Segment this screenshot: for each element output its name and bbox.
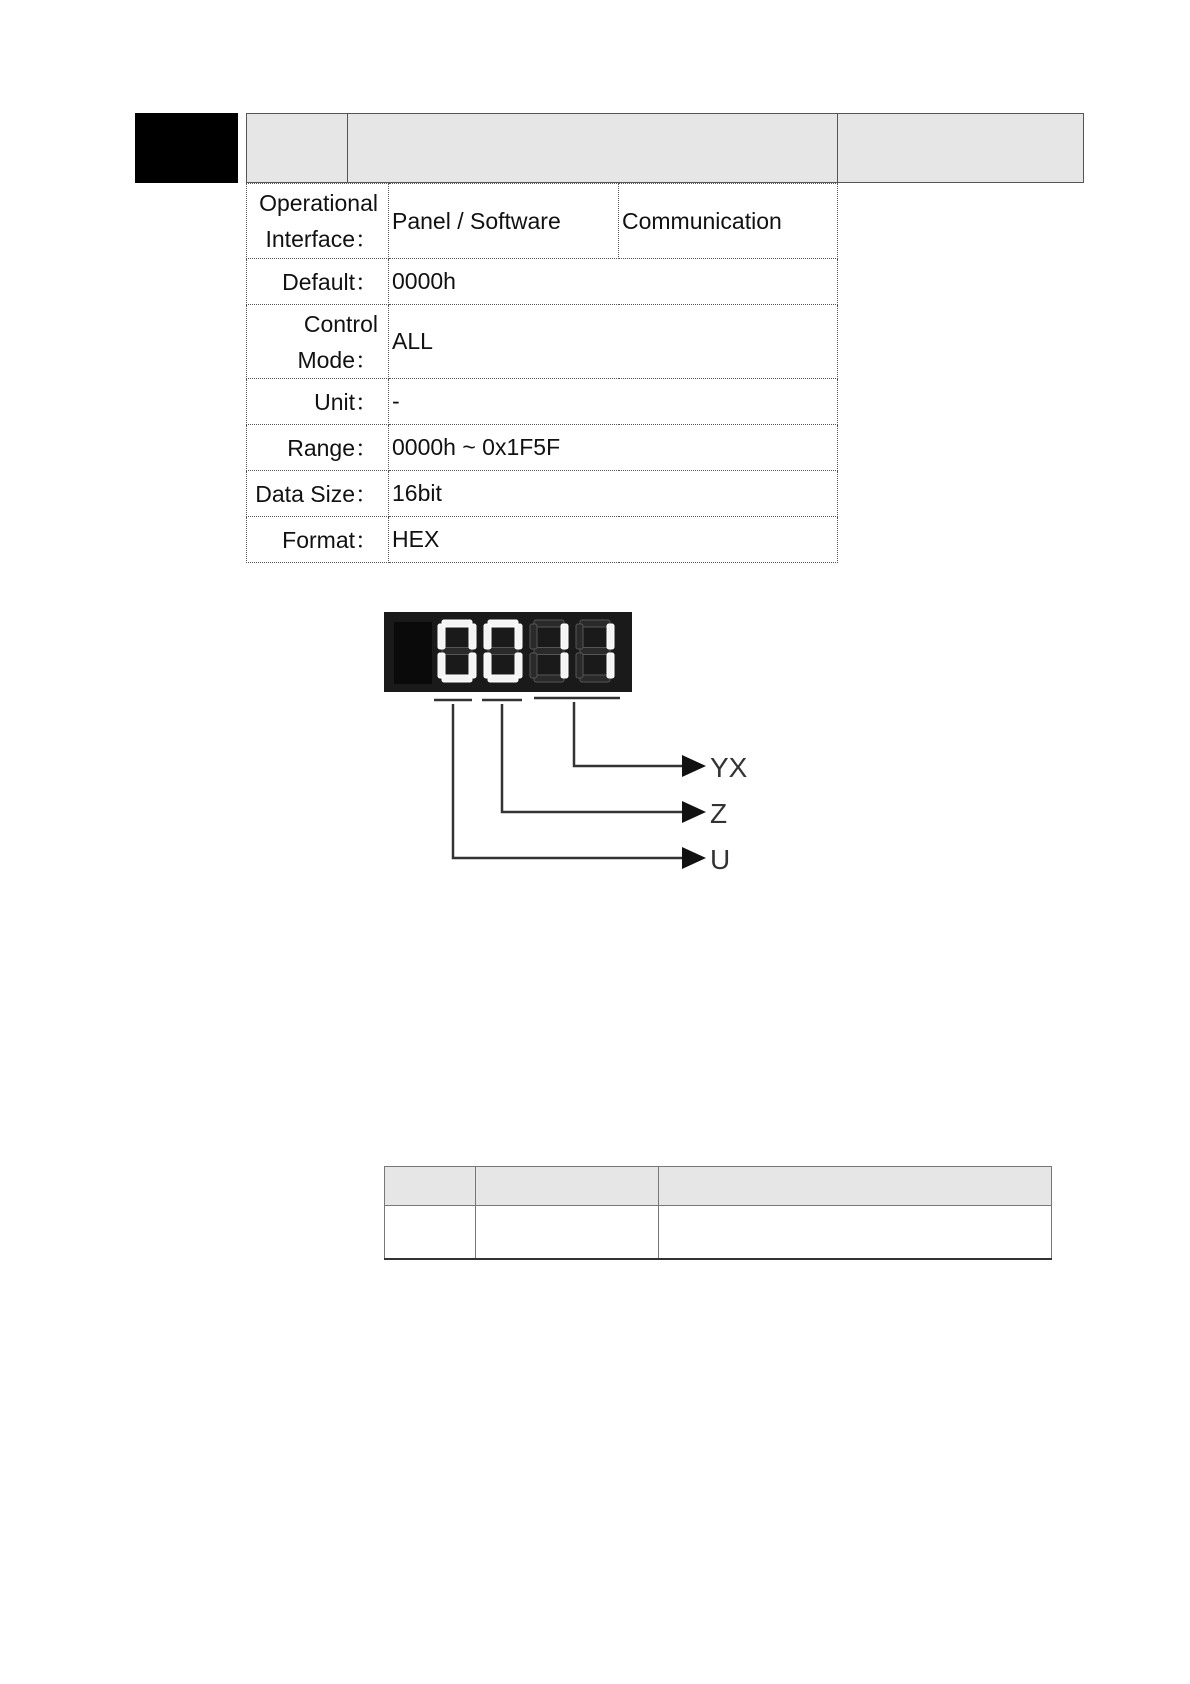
default-label: Default：	[247, 259, 389, 305]
setting-header-cell	[385, 1167, 476, 1206]
row-control-mode	[247, 305, 838, 379]
u-label: U	[710, 844, 731, 875]
row-unit	[247, 379, 838, 425]
seven-segment-display	[384, 612, 632, 692]
yx-arrow-icon	[682, 755, 706, 777]
section-tab	[135, 113, 238, 183]
z-leader	[502, 704, 684, 812]
yx-label: YX	[710, 752, 748, 783]
setting-table	[384, 1166, 1052, 1260]
u-leader	[453, 704, 684, 858]
display-blank-digit	[394, 622, 432, 684]
row-format	[247, 517, 838, 563]
communication-value: Communication	[619, 184, 838, 259]
control-mode-label: Control Mode：	[247, 305, 389, 379]
range-label: Range：	[247, 425, 389, 471]
z-arrow-icon	[682, 801, 706, 823]
setting-cell	[659, 1206, 1052, 1260]
row-data-size	[247, 471, 838, 517]
z-label: Z	[710, 798, 728, 829]
row-range	[247, 425, 838, 471]
setting-header-cell	[659, 1167, 1052, 1206]
yx-leader	[574, 702, 684, 766]
display-digit	[574, 616, 616, 690]
row-default	[247, 259, 838, 305]
display-digits	[436, 616, 616, 690]
setting-cell	[385, 1206, 476, 1260]
data-size-value: 16bit	[389, 471, 838, 517]
format-value: HEX	[389, 517, 838, 563]
u-arrow-icon	[682, 847, 706, 869]
display-digit	[482, 616, 524, 690]
header-divider	[347, 114, 348, 182]
setting-header-cell	[476, 1167, 659, 1206]
display-digit	[528, 616, 570, 690]
range-value: 0000h ~ 0x1F5F	[389, 425, 838, 471]
panel-software-value: Panel / Software	[389, 184, 619, 259]
data-size-label: Data Size：	[247, 471, 389, 517]
operational-interface-label: Operational Interface：	[247, 184, 389, 259]
parameter-header	[246, 113, 1084, 183]
row-operational-interface	[247, 184, 838, 259]
control-mode-value: ALL	[389, 305, 838, 379]
unit-value: -	[389, 379, 838, 425]
display-digit	[436, 616, 478, 690]
setting-table-header	[385, 1167, 1052, 1206]
header-divider	[837, 114, 838, 182]
default-value: 0000h	[389, 259, 838, 305]
setting-table-row	[385, 1206, 1052, 1260]
unit-label: Unit：	[247, 379, 389, 425]
format-label: Format：	[247, 517, 389, 563]
parameter-table	[246, 183, 838, 563]
display-panel	[384, 612, 632, 692]
setting-cell	[476, 1206, 659, 1260]
